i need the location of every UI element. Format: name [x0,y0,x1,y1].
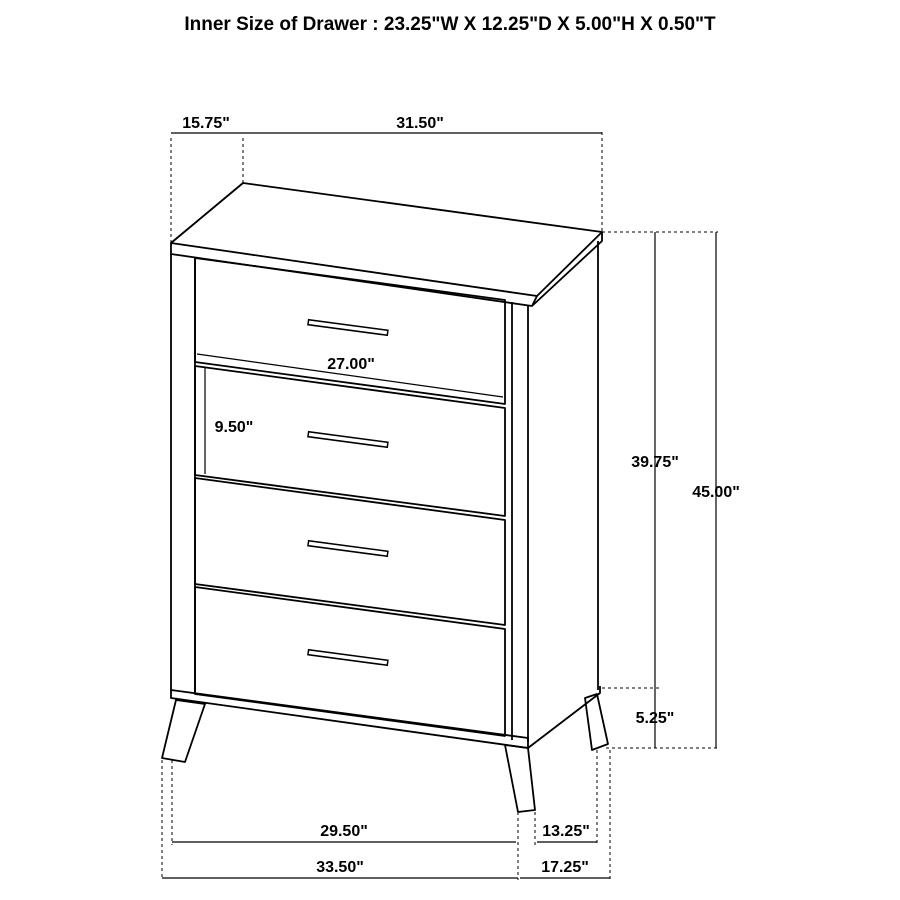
drawer-3 [195,478,505,625]
leg-height-label: 5.25" [635,710,675,727]
top-panel [171,183,602,306]
leg-span-depth-label: 13.25" [542,823,590,840]
top-depth-label: 15.75" [182,115,230,132]
leg-front-left [162,700,205,762]
dimension-labels [182,115,740,876]
drawer-1 [195,258,505,404]
drawer-height-label: 9.50" [214,419,254,436]
overall-width-label: 33.50" [316,859,364,876]
drawer-2-handle [308,432,388,448]
drawer-stack [195,258,505,736]
drawer-width-label: 27.00" [327,356,375,373]
case-body [171,241,600,748]
leg-front-right [505,745,535,812]
diagram-title: Inner Size of Drawer : 23.25"W X 12.25"D X 5.00"H X 0.50"T [184,14,716,35]
drawer-3-handle [308,541,388,557]
top-width-label: 31.50" [396,115,444,132]
drawer-1-handle [308,320,388,336]
case-height-label: 39.75" [631,454,679,471]
drawer-2 [195,366,505,516]
overall-depth-label: 17.25" [541,859,589,876]
overall-height-label: 45.00" [692,484,740,501]
drawer-4-handle [308,650,388,666]
leg-span-width-label: 29.50" [320,823,368,840]
dimension-lines [162,132,718,880]
legs [162,694,608,812]
